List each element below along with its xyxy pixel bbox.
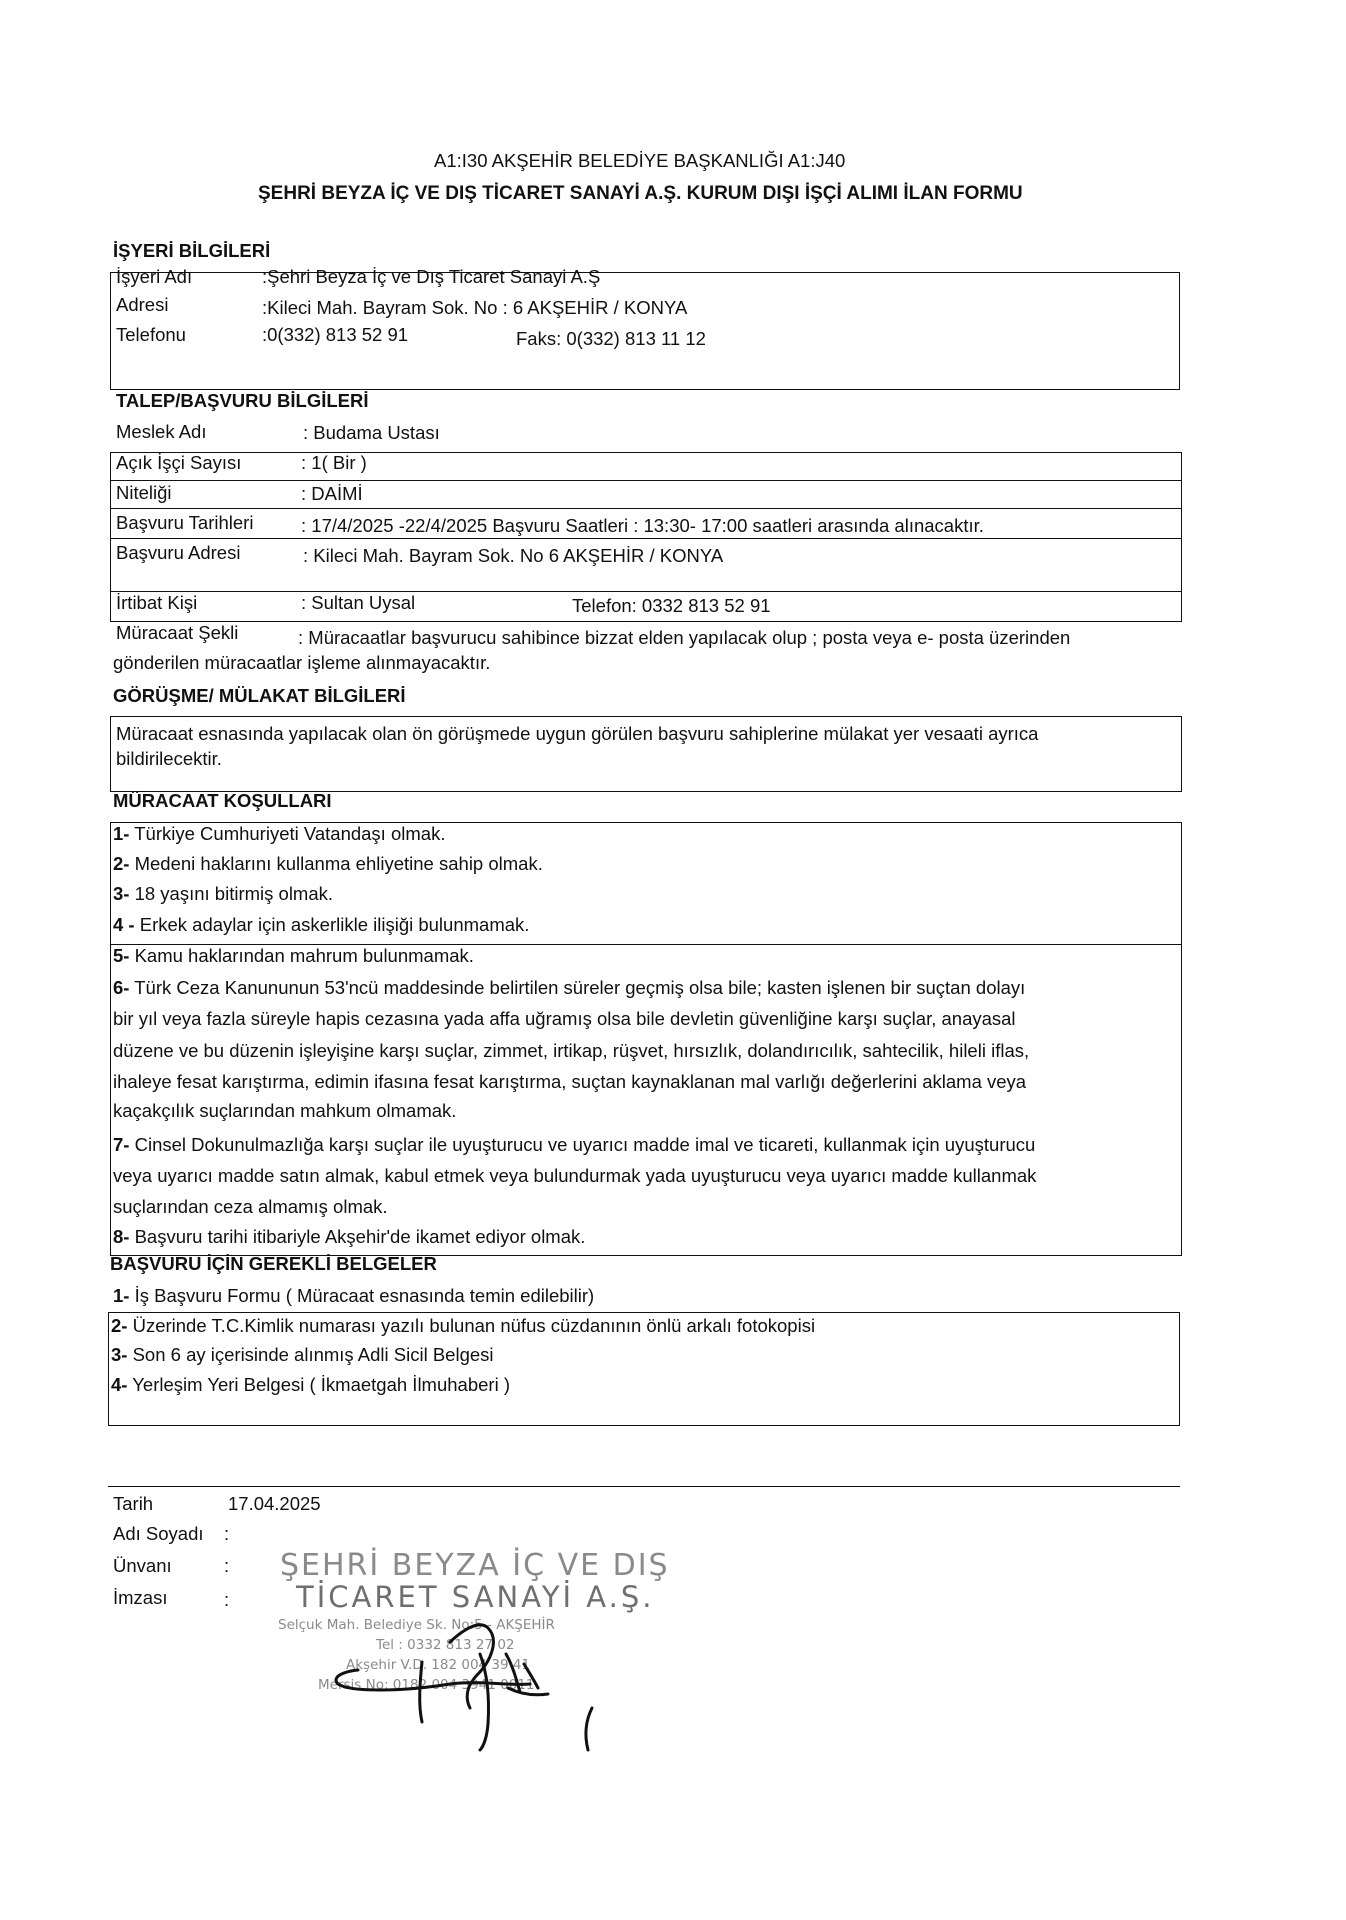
belgeler-section-title: BAŞVURU İÇİN GEREKLİ BELGELER [110,1253,437,1274]
form-title: ŞEHRİ BEYZA İÇ VE DIŞ TİCARET SANAYİ A.Ş. KURUM DIŞI İŞÇİ ALIMI İLAN FORMU [258,183,1023,204]
stamp-line6: Mersis No: 0182 004 3941 0011 [318,1677,535,1693]
belge-item-3: 3- Son 6 ay içerisinde alınmış Adli Sicil Belgesi [111,1344,494,1365]
kosul-item-1: 1- Türkiye Cumhuriyeti Vatandaşı olmak. [113,823,446,844]
gorusme-line1: Müracaat esnasında yapılacak olan ön görüşmede uygun görülen başvuru sahiplerine mülakat yer vesaati ayrıca [116,723,1039,744]
kosul-item-2: 2- Medeni haklarını kullanma ehliyetine sahip olmak. [113,853,543,874]
footer-value-adsoyad: : [224,1523,230,1544]
kosul-item-3: 3- 18 yaşını bitirmiş olmak. [113,883,334,904]
kosul-item-6-line2: bir yıl veya fazla süreyle hapis cezasına yada affa uğramış olsa bile devletin güvenliğine karşı suçlar, anayasal [113,1008,1016,1029]
isyeri-value-ad: :Şehri Beyza İç ve Dış Ticaret Sanayi A.Ş [262,266,601,287]
stamp-line3: Selçuk Mah. Belediye Sk. No:5 - AKŞEHİR [278,1617,555,1633]
talep-value-irtibat-telefon: Telefon: 0332 813 52 91 [572,595,771,616]
stamp-line5: Akşehir V.D. 182 004 39 41 [346,1657,531,1673]
kosullar-section-title: MÜRACAAT KOŞULLARI [113,790,332,811]
muracaat-label: Müracaat Şekli [116,622,239,643]
signature-icon [330,1600,630,1760]
muracaat-value: : Müracaatlar başvurucu sahibince bizzat elden yapılacak olup ; posta veya e- posta üzerinden [298,627,1071,648]
talep-section-title: TALEP/BAŞVURU BİLGİLERİ [116,390,369,411]
talep-value-irtibat: : Sultan Uysal [301,592,416,613]
kosul-item-7-line2: veya uyarıcı madde satın almak, kabul etmek veya bulundurmak yada uyuşturucu veya uyarıcı madde kullanmak [113,1165,1037,1186]
isyeri-label-adres: Adresi [116,294,169,315]
stamp-line4: Tel : 0332 813 27 02 [376,1637,515,1653]
talep-label-nitelik: Niteliği [116,482,172,503]
stamp-line1: ŞEHRİ BEYZA İÇ VE DIŞ [280,1548,670,1583]
talep-label-tarihler: Başvuru Tarihleri [116,512,254,533]
kosul-item-7-line3: suçlarından ceza almamış olmak. [113,1196,388,1217]
header-line1: A1:I30 AKŞEHİR BELEDİYE BAŞKANLIĞI A1:J40 [434,150,846,171]
isyeri-value-telefon: :0(332) 813 52 91 [262,324,409,345]
kosul-item-4: 4 - Erkek adaylar için askerlikle ilişiği bulunmamak. [113,914,530,935]
footer-divider [108,1486,1180,1487]
kosul-item-6-line1: 6- Türk Ceza Kanununun 53'ncü maddesinde belirtilen süreler geçmiş olsa bile; kasten işlenen bir suçtan dolayı [113,977,1026,998]
footer-label-unvan: Ünvanı [113,1555,172,1576]
belge-item-1: 1- İş Başvuru Formu ( Müracaat esnasında temin edilebilir) [113,1285,595,1306]
talep-label-meslek: Meslek Adı [116,421,207,442]
talep-value-nitelik: : DAİMİ [301,483,363,504]
footer-value-unvan: : [224,1555,230,1576]
footer-value-tarih: 17.04.2025 [228,1493,321,1514]
gorusme-section-title: GÖRÜŞME/ MÜLAKAT BİLGİLERİ [113,685,406,706]
isyeri-label-telefon: Telefonu [116,324,186,345]
talep-value-meslek: : Budama Ustası [303,422,440,443]
isyeri-section-title: İŞYERİ BİLGİLERİ [113,240,271,261]
isyeri-value-adres: :Kileci Mah. Bayram Sok. No : 6 AKŞEHİR / KONYA [262,297,688,318]
stamp-line2: TİCARET SANAYİ A.Ş. [296,1580,655,1614]
kosul-item-6-line4: ihaleye fesat karıştırma, edimin ifasına fesat karıştırma, suçtan kaynaklanan mal varlığı değerlerini aklama veya [113,1071,1027,1092]
gorusme-line2: bildirilecektir. [116,748,222,769]
footer-value-imza: : [224,1589,230,1610]
kosul-item-7-line1: 7- Cinsel Dokunulmazlığa karşı suçlar ile uyuşturucu ve uyarıcı madde imal ve ticareti, kullanmak için uyuşturucu [113,1134,1036,1155]
kosul-item-5: 5- Kamu haklarından mahrum bulunmamak. [113,945,474,966]
isyeri-value-faks: Faks: 0(332) 813 11 12 [516,328,706,349]
belge-item-4: 4- Yerleşim Yeri Belgesi ( İkmaetgah İlmuhaberi ) [111,1374,510,1395]
talep-label-sayi: Açık İşçi Sayısı [116,452,242,473]
talep-label-irtibat: İrtibat Kişi [116,592,198,613]
footer-label-tarih: Tarih [113,1493,154,1514]
talep-value-adres: : Kileci Mah. Bayram Sok. No 6 AKŞEHİR / KONYA [303,545,724,566]
talep-value-sayi: : 1( Bir ) [301,452,367,473]
talep-label-adres: Başvuru Adresi [116,542,241,563]
talep-value-tarihler: : 17/4/2025 -22/4/2025 Başvuru Saatleri : 13:30- 17:00 saatleri arasında alınacaktır. [301,515,984,536]
kosul-item-6-line5: kaçakçılık suçlarından mahkum olmamak. [113,1100,457,1121]
belge-item-2: 2- Üzerinde T.C.Kimlik numarası yazılı bulunan nüfus cüzdanının önlü arkalı fotokopisi [111,1315,816,1336]
footer-label-adsoyad: Adı Soyadı [113,1523,204,1544]
muracaat-cont: gönderilen müracaatlar işleme alınmayacaktır. [113,652,491,673]
isyeri-label-ad: İşyeri Adı [116,266,193,287]
kosul-item-6-line3: düzene ve bu düzenin işleyişine karşı suçlar, zimmet, irtikap, rüşvet, hırsızlık, dolandırıcılık, sahtecilik, hileli iflas, [113,1040,1030,1061]
footer-label-imza: İmzası [113,1587,168,1608]
kosul-item-8: 8- Başvuru tarihi itibariyle Akşehir'de ikamet ediyor olmak. [113,1226,586,1247]
